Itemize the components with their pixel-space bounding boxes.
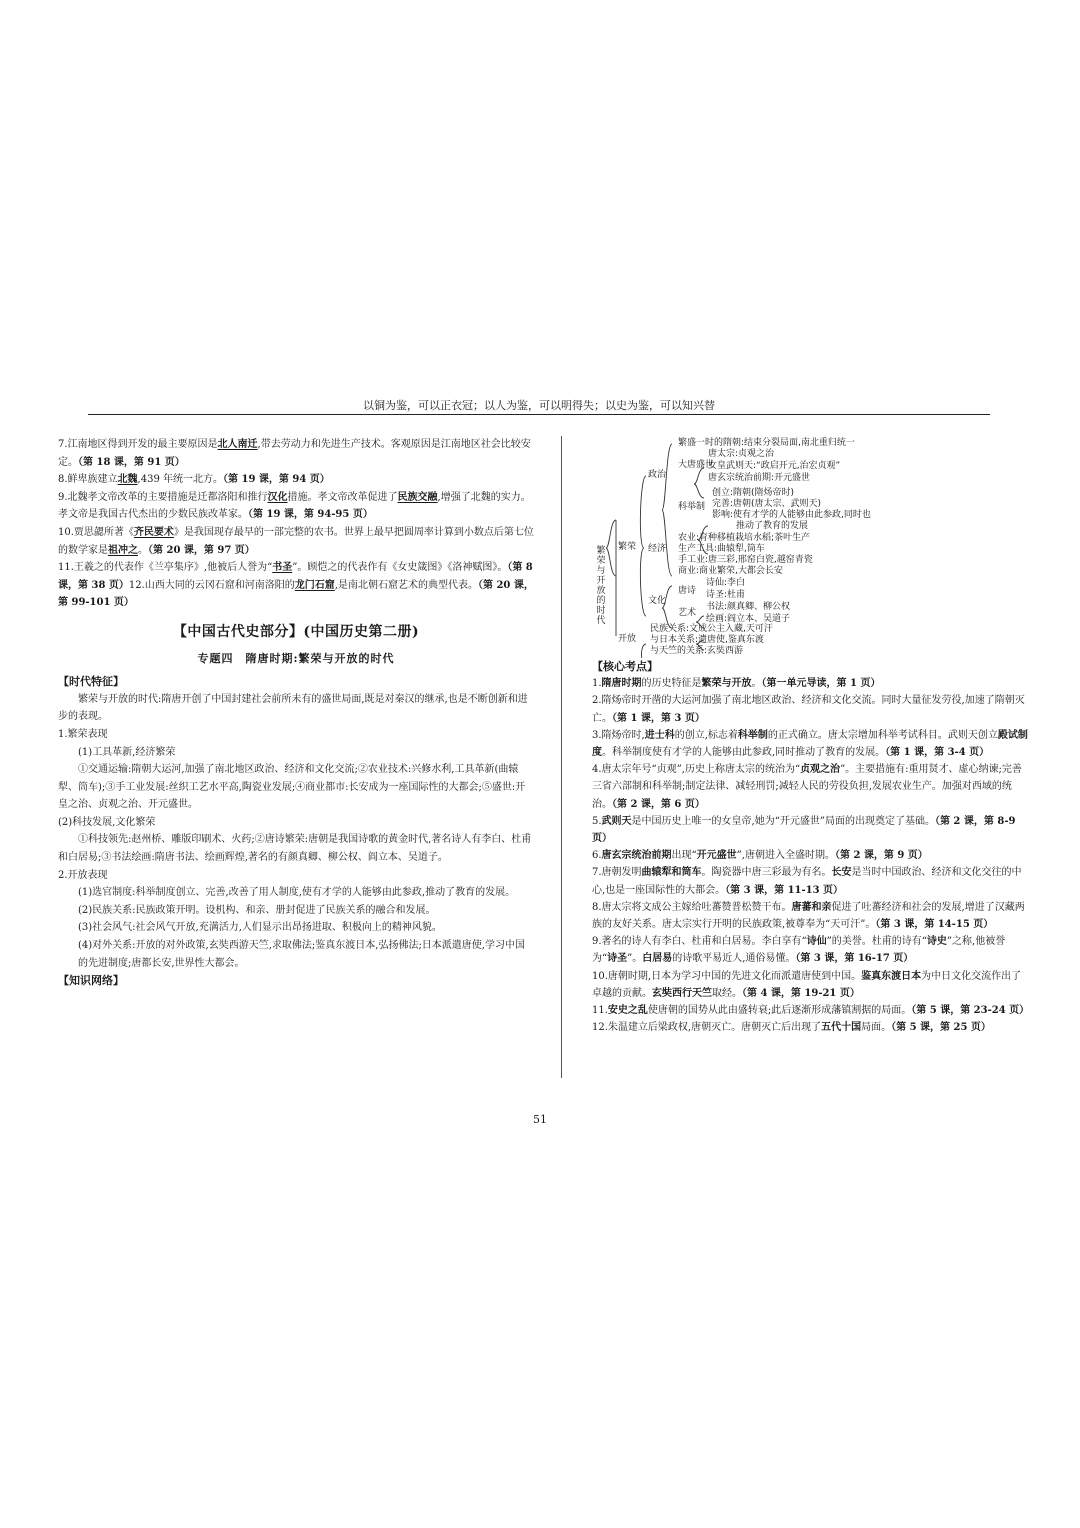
mm-yishu-1: 书法:颜真卿、柳公权: [706, 602, 791, 612]
mm-tang: 大唐盛世: [678, 460, 715, 470]
mm-keju-2: 完善:唐朝(唐太宗、武则天): [712, 499, 822, 509]
core-5: 5.武则天是中国历史上唯一的女皇帝,她为“开元盛世”局面的出现奠定了基础。（第 2 课，第 8-9 页）: [592, 815, 1016, 845]
core-10: 10.唐朝时期,日本为学习中国的先进文化而派遣唐使到中国。鉴真东渡日本为中日文化交流作出了卓越的贡献。玄奘西行天竺取经。（第 4 课，第 19-21 页）: [592, 970, 1022, 999]
header-rule: [88, 414, 990, 415]
mm-keju-4: 推动了教育的发展: [736, 521, 809, 531]
core-8: 8.唐太宗将文成公主嫁给吐蕃赞普松赞干布。唐蕃和亲促进了吐蕃经济和社会的发展,增进了汉藏两族的友好关系。唐太宗实行开明的民族政策,被尊奉为“天可汗”。（第 3 课，第 14-15 页）: [592, 901, 1025, 931]
mm-tangshi-2: 诗圣:杜甫: [706, 590, 746, 600]
mm-jingji-2: 生产工具:曲辕犁,筒车: [678, 544, 765, 554]
mm-tang-3: 唐玄宗统治前期:开元盛世: [708, 473, 811, 483]
mm-kaifang-1: 民族关系:文成公主入藏,天可汗: [650, 624, 773, 634]
column-divider: [561, 436, 562, 1078]
core-9: 9.著名的诗人有李白、杜甫和白居易。李白享有“诗仙”的美誉。杜甫的诗有“诗史”之称,他被誉为“诗圣”。白居易的诗歌平易近人,通俗易懂。（第 3 课，第 16-17 页）: [592, 936, 1006, 965]
core-1: 1.隋唐时期的历史特征是繁荣与开放。（第一单元导读，第 1 页）: [592, 678, 881, 690]
mm-jingji-3: 手工业:唐三彩,邢窑白瓷,越窑青瓷: [678, 555, 813, 565]
network-heading: 【知识网络】: [58, 974, 124, 988]
mm-keju: 科举制: [678, 502, 706, 512]
era-intro: 繁荣与开放的时代:隋唐开创了中国封建社会前所未有的盛世局面,既是对秦汉的继承,也是不断创新和进步的表现。: [58, 693, 528, 723]
mm-tangshi-1: 诗仙:李白: [706, 578, 746, 588]
mm-root: 繁荣与开放的时代: [596, 546, 606, 626]
core-11: 11.安史之乱使唐朝的国势从此由盛转衰;此后逐渐形成藩镇割据的局面。（第 5 课，第 23-24 页）: [592, 1005, 1030, 1017]
right-column: [592, 436, 1030, 1036]
section-2-4: (4)对外关系:开放的对外政策,玄奘西游天竺,求取佛法;鉴真东渡日本,弘扬佛法;日本派遣唐使,学习中国的先进制度;唐都长安,世界性大都会。: [78, 940, 525, 969]
era-heading: 【时代特征】: [58, 675, 124, 689]
section-2-2: (2)民族关系:民族政策开明。设机构、和亲、册封促进了民族关系的融合和发展。: [78, 904, 436, 916]
item-8: 8.鲜卑族建立北魏,439 年统一北方。（第 19 课，第 94 页）: [58, 474, 330, 486]
mm-sui: 繁盛一时的隋朝:结束分裂局面,南北重归统一: [678, 438, 855, 448]
mm-yishu-2: 绘画:阎立本、吴道子: [706, 614, 791, 624]
section-1: 1.繁荣表现: [58, 728, 108, 740]
mm-kaifang: 开放: [618, 634, 637, 644]
mm-jingji-4: 商业:商业繁荣,大都会长安: [678, 566, 783, 576]
section-1-2-text: ①科技领先:赵州桥、雕版印刷术、火药;②唐诗繁荣:唐朝是我国诗歌的黄金时代,著名诗人有李白、杜甫和白居易;③书法绘画:隋唐书法、绘画辉煌,著名的有颜真卿、柳公权、阎立本、吴道子。: [58, 834, 532, 864]
section-2-3: (3)社会风气:社会风气开放,充满活力,人们显示出昂扬进取、积极向上的精神风貌。: [78, 922, 442, 934]
page-number: 51: [533, 1113, 547, 1126]
core-3: 3.隋炀帝时,进士科的创立,标志着科举制的正式确立。唐太宗增加科举考试科目。武则天创立殿试制度。科举制度使有才学的人能够由此参政,同时推动了教育的发展。（第 1 课，第 3-4 页）: [592, 729, 1028, 759]
core-4: 4.唐太宗年号“贞观”,历史上称唐太宗的统治为“贞观之治”。主要措施有:重用贤才、虚心纳谏;完善三省六部制和科举制;制定法律、减轻刑罚;减轻人民的劳役负担,发展农业生产。加强对西域的统治。（第 2 课，第 6 页）: [592, 764, 1022, 810]
section-1-2: (2)科技发展,文化繁荣: [58, 816, 156, 828]
item-9: 9.北魏孝文帝改革的主要措施是迁都洛阳和推行汉化措施。孝文帝改革促进了民族交融,增强了北魏的实力。孝文帝是我国古代杰出的少数民族改革家。（第 19 课，第 94-95 页）: [58, 491, 531, 521]
left-column: [58, 436, 534, 990]
item-7: 7.江南地区得到开发的最主要原因是北人南迁,带去劳动力和先进生产技术。客观原因是江南地区社会比较安定。（第 18 课，第 91 页）: [58, 439, 531, 468]
knowledge-mindmap: [592, 436, 1030, 658]
mm-keju-3: 影响:使有才学的人能够由此参政,同时也: [712, 510, 871, 520]
section-1-1-text: ①交通运输:隋朝大运河,加强了南北地区政治、经济和文化交流;②农业技术:兴修水利,工具革新(曲辕犁、筒车);③手工业发展:丝织工艺水平高,陶瓷业发展;④商业都市:长安成为一座国际性的大都会;⑤盛世:开皇之治、贞观之治、开元盛世。: [58, 764, 526, 811]
mm-jingji-1: 农业:育种移植栽培水稻;茶叶生产: [678, 533, 811, 543]
core-heading: 【核心考点】: [592, 660, 658, 673]
mm-zhengzhi: 政治: [648, 470, 667, 480]
section-1-1: (1)工具革新,经济繁荣: [78, 746, 176, 758]
mm-jingji: 经济: [648, 544, 667, 554]
item-10: 10.贾思勰所著《齐民要术》是我国现存最早的一部完整的农书。世界上最早把圆周率计算到小数点后第七位的数学家是祖冲之。（第 20 课，第 97 页）: [58, 526, 534, 556]
core-6: 6.唐玄宗统治前期出现“开元盛世”,唐朝进入全盛时期。（第 2 课，第 9 页）: [592, 850, 928, 862]
core-2: 2.隋炀帝时开凿的大运河加强了南北地区政治、经济和文化交流。同时大量征发劳役,加速了隋朝灭亡。（第 1 课，第 3 页）: [592, 695, 1025, 724]
topic-title: 专题四 隋唐时期:繁荣与开放的时代: [197, 651, 395, 665]
mm-fanrong: 繁荣: [618, 542, 637, 552]
core-12: 12.朱温建立后梁政权,唐朝灭亡。唐朝灭亡后出现了五代十国局面。（第 5 课，第 25 页）: [592, 1022, 991, 1034]
section-2-1: (1)选官制度:科举制度创立、完善,改善了用人制度,使有才学的人能够由此参政,推动了教育的发展。: [78, 887, 516, 899]
page-header-motto: 以铜为鉴，可以正衣冠；以人为鉴，可以明得失；以史为鉴，可以知兴替: [363, 399, 715, 412]
mm-tang-1: 唐太宗:贞观之治: [708, 449, 775, 459]
mm-tang-2: 女皇武则天:“政启开元,治宏贞观”: [708, 461, 841, 471]
mm-yishu: 艺术: [678, 608, 697, 618]
mm-kaifang-2: 与日本关系:遣唐使,鉴真东渡: [650, 635, 764, 645]
mm-keju-1: 创立:隋朝(隋炀帝时): [712, 488, 795, 498]
mm-wenhua: 文化: [648, 596, 667, 606]
section-2: 2.开放表现: [58, 869, 108, 881]
mm-tangshi: 唐诗: [678, 586, 697, 596]
part-title: 【中国古代史部分】(中国历史第二册): [172, 623, 420, 640]
core-7: 7.唐朝发明曲辕犁和筒车。陶瓷器中唐三彩最为有名。长安是当时中国政治、经济和文化交往的中心,也是一座国际性的大都会。（第 3 课，第 11-13 页）: [592, 867, 1022, 896]
mm-kaifang-3: 与天竺的关系:玄奘西游: [650, 646, 744, 656]
item-11-12: 11.王羲之的代表作《兰亭集序》,他被后人誉为“书圣”。顾恺之的代表作有《女史箴图》《洛神赋图》。（第 8 课，第 38 页）12.山西大同的云冈石窟和河南洛阳的龙门石窟,是南北朝石窟艺术的典型代表。（第 20 课，第 99-101 页）: [58, 562, 534, 609]
